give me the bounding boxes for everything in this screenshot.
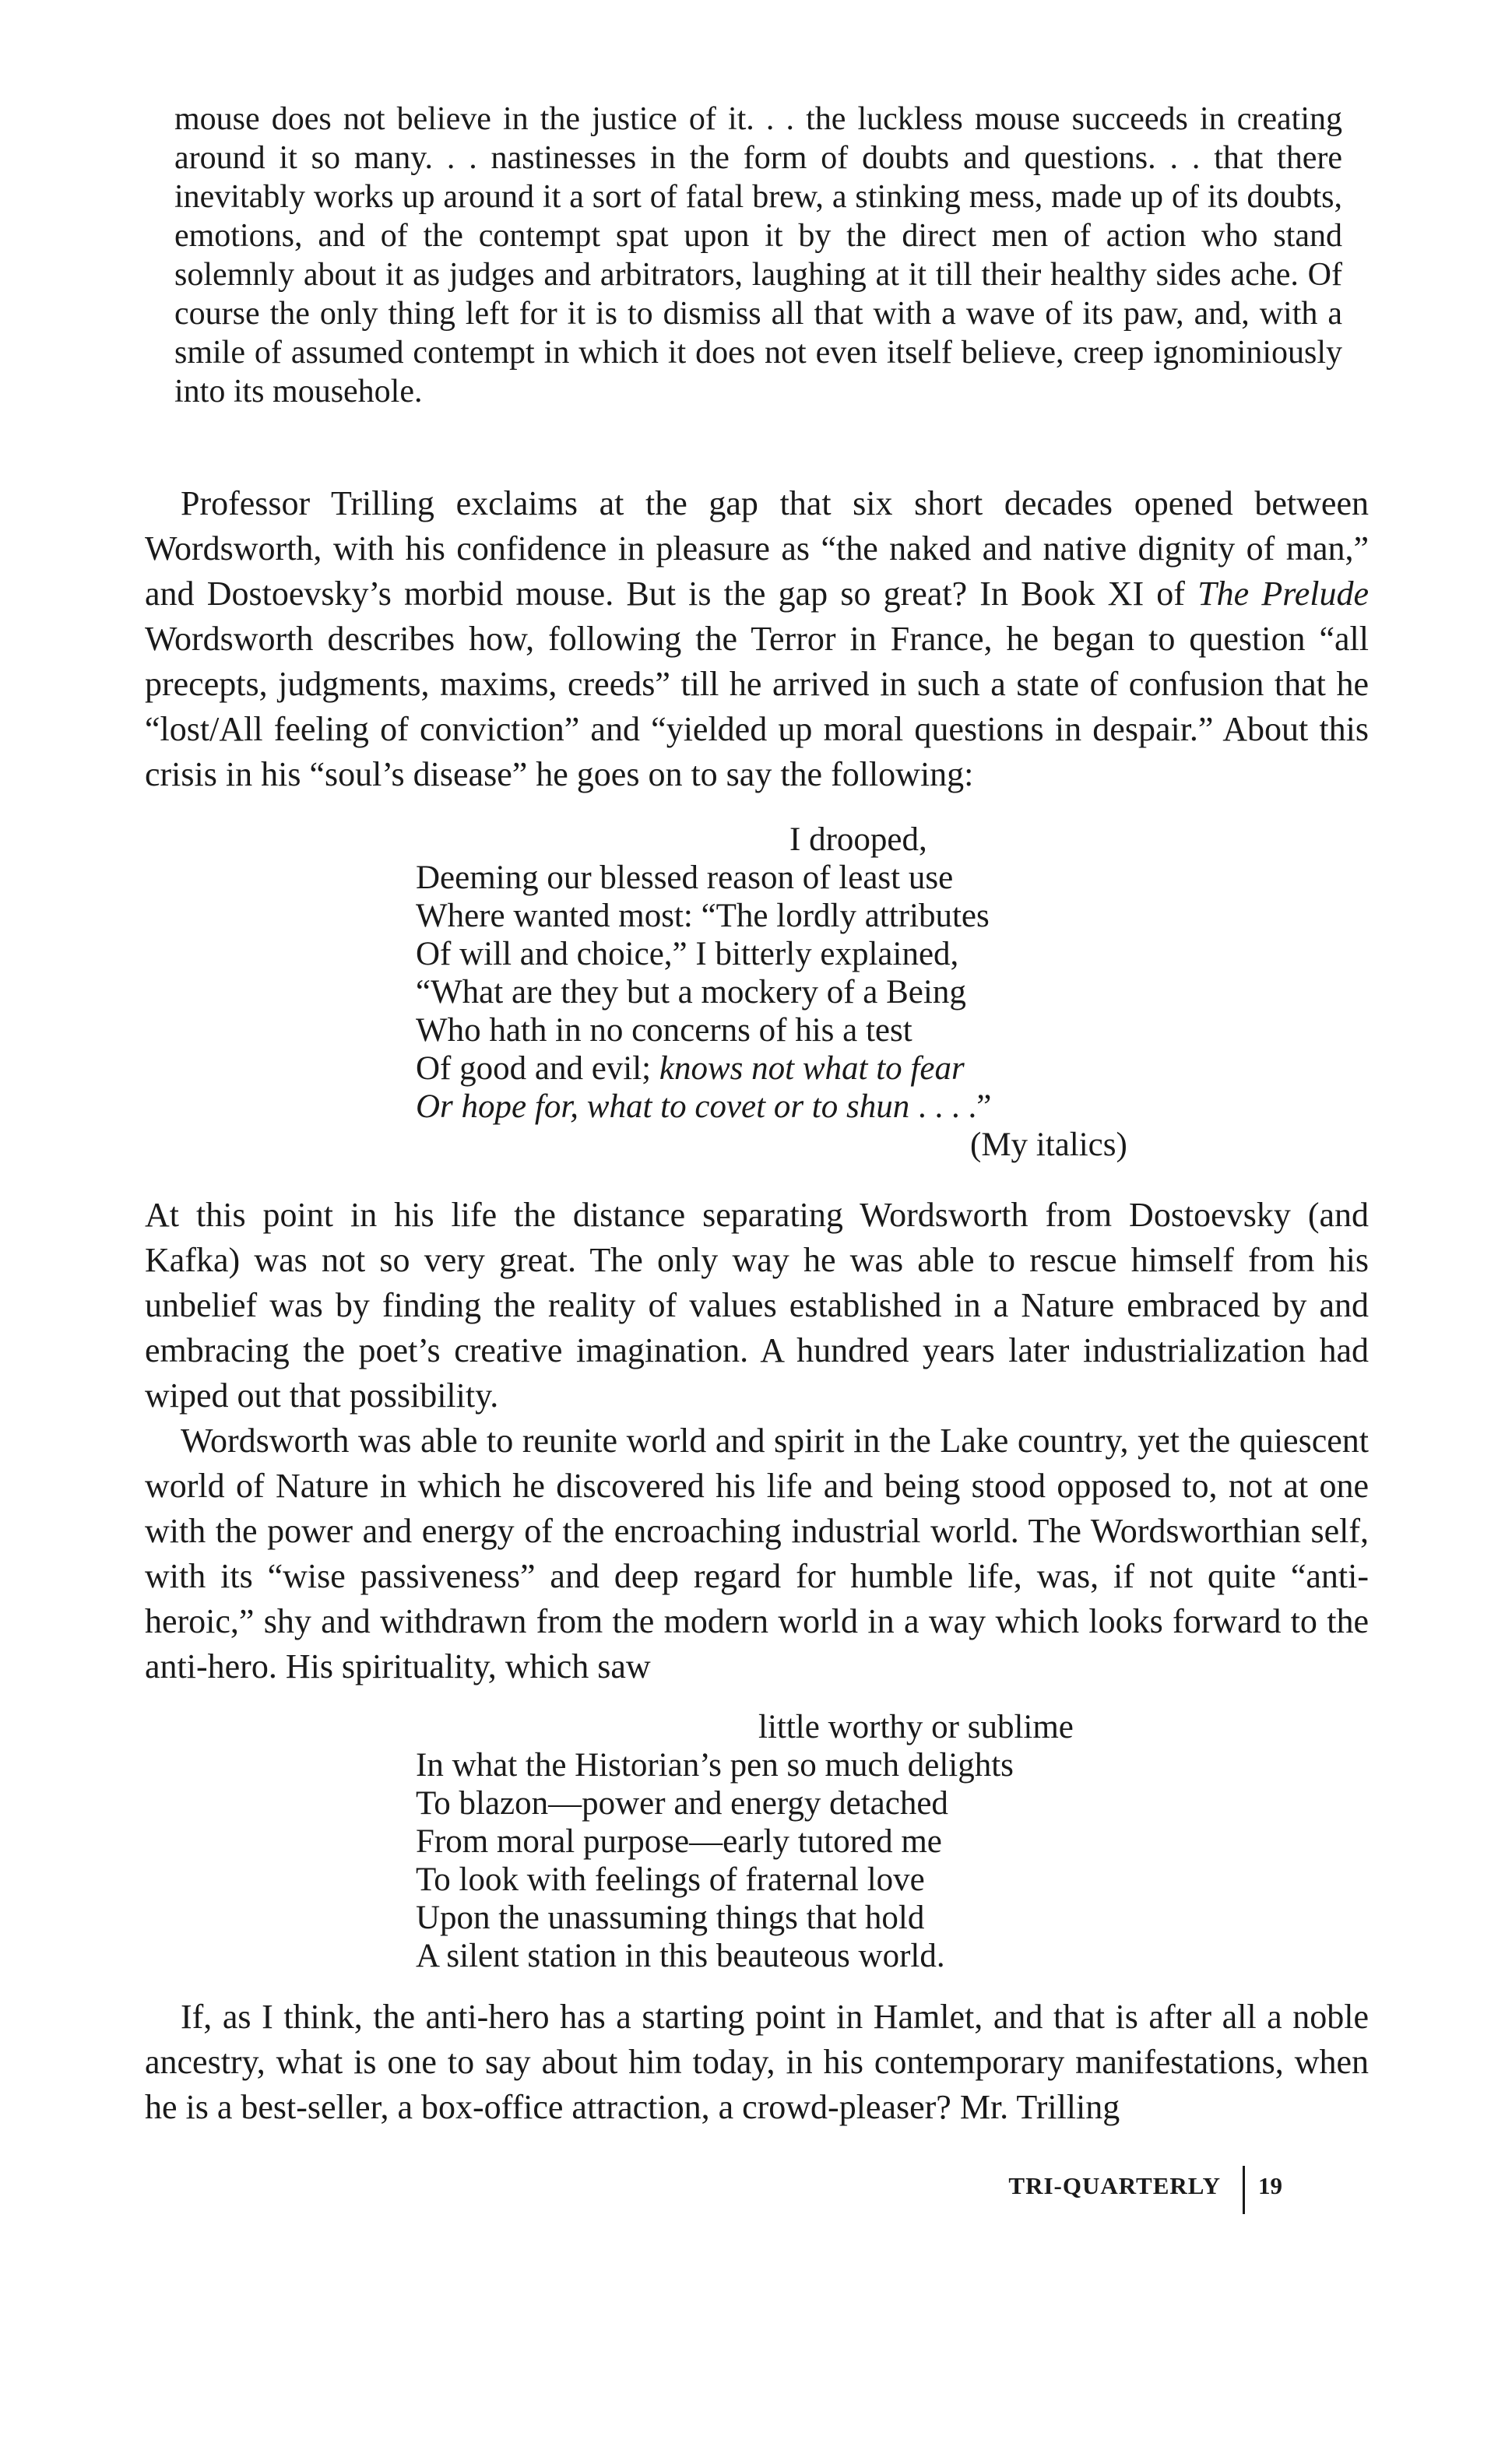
footer-divider [1243,2166,1245,2214]
verse-line: From moral purpose—early tutored me [416,1823,942,1860]
verse-quote-spirituality [416,1708,1194,1975]
verse-line: A silent station in this beauteous world. [416,1938,945,1974]
verse-quote-prelude [416,821,1194,1164]
verse-line: Where wanted most: “The lordly attributes [416,898,990,934]
block-quote-prose [174,100,1342,411]
paragraph-lake-country [145,1418,1369,1689]
paragraph-hamlet [145,1995,1369,2130]
book-title: The Prelude [1197,575,1369,613]
verse-line-ellipsis: . . . .” [909,1088,992,1125]
paragraph-text: If, as I think, the anti-hero has a starting point in Hamlet, and that is after all a noble ancestry, what is one to say about him today, in his contemporary manifestations, when he is a best-seller, a box-office attraction, a crowd-pleaser? Mr. Trilling [145,1998,1369,2126]
journal-name: TRI-QUARTERLY [1008,2172,1221,2199]
verse-line [416,1049,1194,1088]
verse-line: To blazon—power and energy detached [416,1785,948,1822]
paragraph-text: At this point in his life the distance separating Wordsworth from Dostoevsky (and Kafka) was not so very great. The only way he was able to rescue himself from his unbelief was by finding the reality of values established in a Nature embraced by and embracing the poet’s creative imagination. A hundred years later industrialization had wiped out that possibility. [145,1196,1369,1415]
quote-paragraph: mouse does not believe in the justice of it. . . the luckless mouse succeeds in creating around it so many. . . nastinesses in the form of doubts and questions. . . that there inevitably works up around it a sort of fatal brew, a stinking mess, made up of its doubts, emotions, and of the contempt spat upon it by the direct men of action who stand solemnly about it as judges and arbitrators, laughing at it till their healthy sides ache. Of course the only thing left for it is to dismiss all that with a wave of its paw, and, with a smile of assumed contempt in which it does not even itself believe, creep ignominiously into its mousehole. [174,101,1342,409]
verse-line: I drooped, [789,821,927,858]
verse-line: “What are they but a mockery of a Being [416,974,966,1011]
paragraph-text: Wordsworth was able to reunite world and spirit in the Lake country, yet the quiescent world of Nature in which he discovered his life and being stood opposed to, not at one with the power and energy of the encroaching industrial world. The Wordsworthian self, with its “wise passiveness” and deep regard for humble life, was, if not quite “anti-heroic,” shy and withdrawn from the modern world in a way which looks forward to the anti-hero. His spirituality, which saw [145,1422,1369,1685]
verse-line-italic: Or hope for [416,1088,571,1125]
page-footer [965,2166,1292,2213]
page-number: 19 [1258,2172,1282,2199]
verse-line-plain: Of good and evil; [416,1050,659,1087]
paragraph-text-start: Professor Trilling exclaims at the gap that six short decades opened between Wordsworth, with his confidence in pleasure as “the naked and native dignity of man,” and Dostoevsky’s morbid mouse. But is the gap so great? In Book XI of [145,484,1369,613]
verse-line [416,1088,1194,1126]
verse-line: To look with feelings of fraternal love [416,1861,925,1898]
verse-line-italic: what to covet or to shun [586,1088,910,1125]
verse-line: Deeming our blessed reason of least use [416,859,954,896]
paragraph-trilling [145,481,1369,797]
verse-line: Of will and choice,” I bitterly explained, [416,936,959,972]
paragraph-text-end: Wordsworth describes how, following the Terror in France, he began to question “all precepts, judgments, maxims, creeds” till he arrived in such a state of confusion that he “lost/All feeling of conviction” and “yielded up moral questions in despair.” About this crisis in his “soul’s disease” he goes on to say the following: [145,620,1369,793]
verse-line: Upon the unassuming things that hold [416,1900,925,1936]
verse-line: In what the Historian’s pen so much delights [416,1747,1014,1784]
verse-line: Who hath in no concerns of his a test [416,1012,912,1049]
verse-line-italic: knows not what to fear [659,1050,965,1087]
verse-line-comma: , [570,1088,587,1125]
verse-line: little worthy or sublime [758,1709,1074,1745]
paragraph-text [145,481,1369,797]
italics-note: (My italics) [970,1127,1127,1163]
paragraph-this-point [145,1193,1369,1418]
